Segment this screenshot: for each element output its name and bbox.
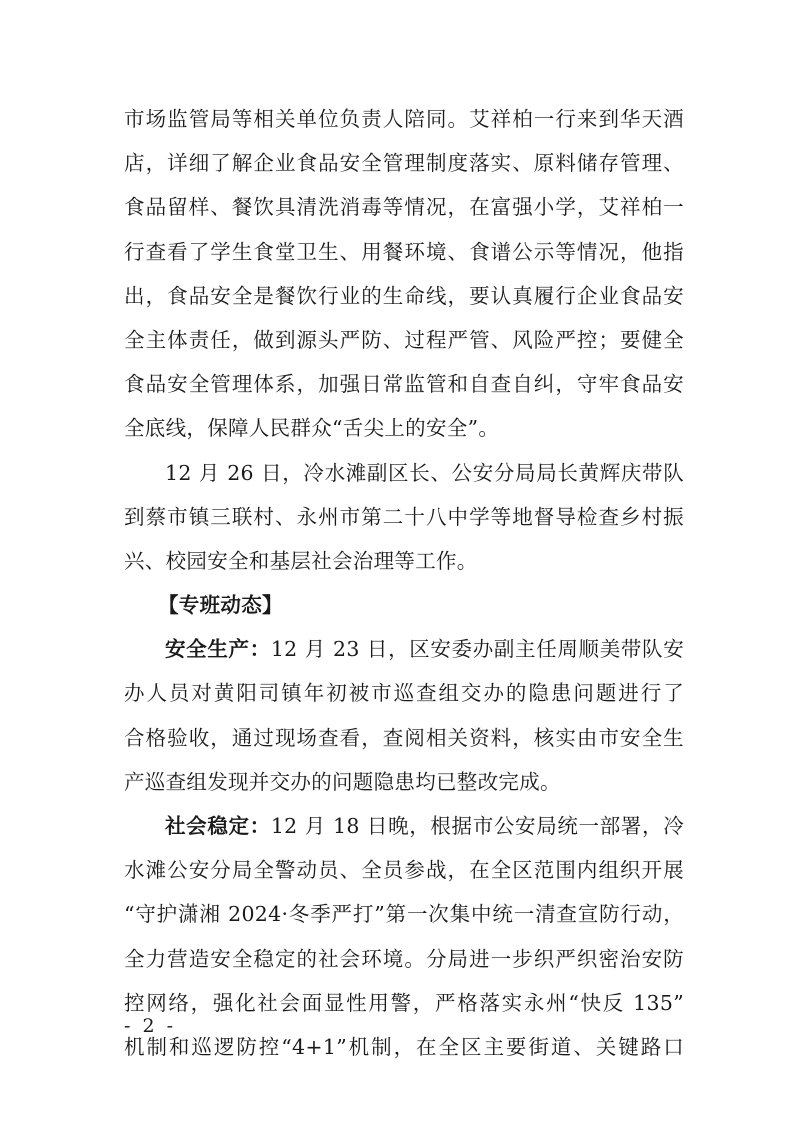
text-line xyxy=(124,627,684,671)
text-line: 办人员对黄阳司镇年初被市巡查组交办的隐患问题进行了 xyxy=(124,681,684,706)
text-line: 全主体责任，做到源头严防、过程严管、风险严控；要健全 xyxy=(124,327,684,352)
paragraph-label: 安全生产： xyxy=(165,637,271,662)
text-line: 食品留样、餐饮具清洗消毒等情况，在富强小学，艾祥柏一 xyxy=(124,195,684,220)
text-line: 兴、校园安全和基层社会治理等工作。 xyxy=(124,548,478,573)
text-run: 12 月 23 日，区安委办副主任周顺美带队安 xyxy=(270,637,685,662)
text-line: 合格验收，通过现场查看，查阅相关资料，核实由市安全生 xyxy=(124,725,684,750)
paragraph-food-safety-inspection xyxy=(124,97,684,451)
text-line: 全力营造安全稳定的社会环境。分局进一步织严织密治安防 xyxy=(124,946,684,971)
text-line: 店，详细了解企业食品安全管理制度落实、原料储存管理、 xyxy=(124,151,684,176)
text-line: 机制和巡逻防控“4+1”机制，在全区主要街道、关键路口 xyxy=(124,1034,684,1059)
text-line: 12 月 26 日，冷水滩副区长、公安分局局长黄辉庆带队 xyxy=(165,460,684,485)
text-line: 出，食品安全是餐饮行业的生命线，要认真履行企业食品安 xyxy=(124,283,684,308)
text-line: 水滩公安分局全警动员、全员参战，在全区范围内组织开展 xyxy=(124,858,684,883)
text-line: “守护潇湘 2024·冬季严打”第一次集中统一清查宣防行动， xyxy=(124,902,684,927)
text-line xyxy=(124,804,684,848)
page-number: - 2 - xyxy=(124,1015,177,1037)
text-line: 产巡查组发现并交办的问题隐患均已整改完成。 xyxy=(124,769,561,794)
text-line: 控网络，强化社会面显性用警，严格落实永州“快反 135” xyxy=(124,990,684,1015)
text-line: 全底线，保障人民群众“舌尖上的安全”。 xyxy=(124,416,500,441)
text-line: 食品安全管理体系，加强日常监管和自查自纠，守牢食品安 xyxy=(124,372,684,397)
section-heading: 【专班动态】 xyxy=(158,593,283,618)
paragraph-social-stability xyxy=(124,804,684,1069)
text-line: 到蔡市镇三联村、永州市第二十八中学等地督导检查乡村振 xyxy=(124,504,684,529)
text-line: 行查看了学生食堂卫生、用餐环境、食谱公示等情况，他指 xyxy=(124,239,684,264)
paragraph-dec-26-inspection xyxy=(124,451,684,584)
text-line: 市场监管局等相关单位负责人陪同。艾祥柏一行来到华天酒 xyxy=(124,107,684,131)
document-body xyxy=(124,97,684,1069)
paragraph-label: 社会稳定： xyxy=(165,814,271,838)
paragraph-safety-production xyxy=(124,627,684,804)
text-run: 12 月 18 日晚，根据市公安局统一部署，冷 xyxy=(270,814,685,838)
